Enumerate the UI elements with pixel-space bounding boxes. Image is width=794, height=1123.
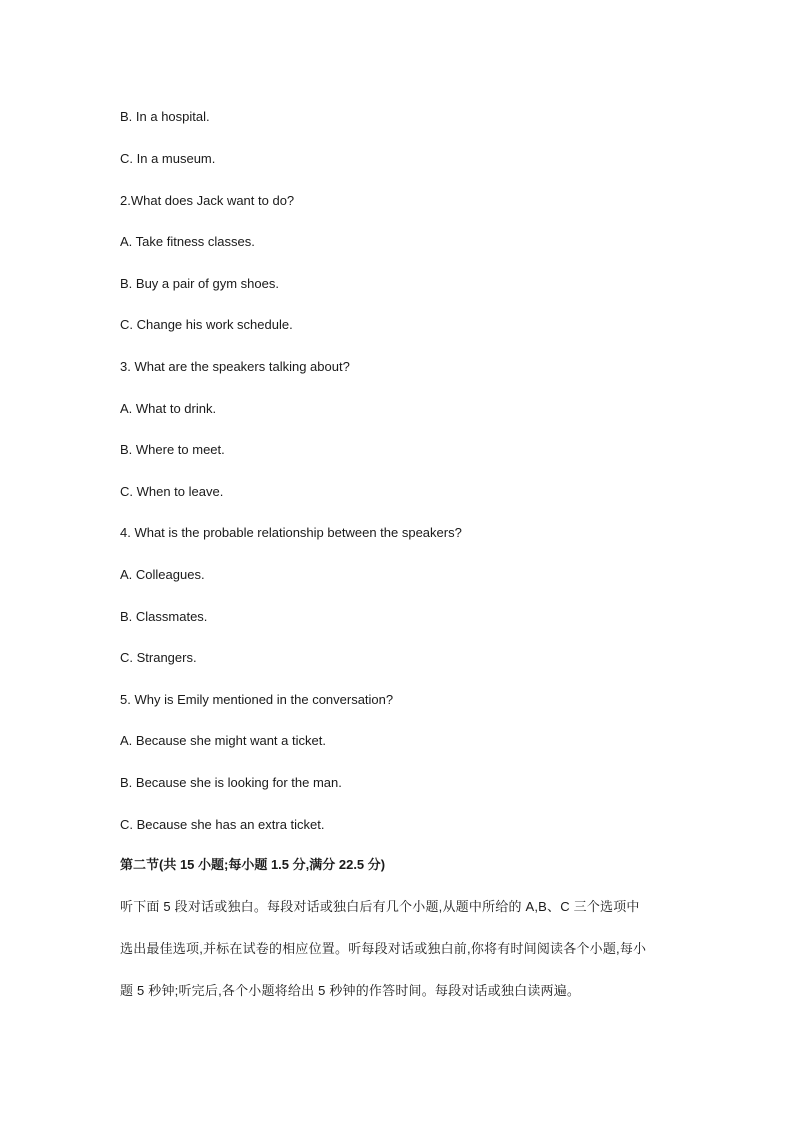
q4-option-b: B. Classmates. [120,609,208,624]
q5-stem: 5. Why is Emily mentioned in the conversation? [120,692,394,707]
q3-option-a: A. What to drink. [120,401,217,416]
q4-option-c: C. Strangers. [120,650,197,665]
q2-option-c: C. Change his work schedule. [120,317,293,332]
q5-option-a: A. Because she might want a ticket. [120,733,326,748]
q1-option-b: B. In a hospital. [120,109,210,124]
section2-instructions-line1: 听下面 5 段对话或独白。每段对话或独白后有几个小题,从题中所给的 A,B、C 三个选项中 [120,899,640,914]
section2-instructions-line3: 题 5 秒钟;听完后,各个小题将给出 5 秒钟的作答时间。每段对话或独白读两遍。 [120,983,581,998]
q4-option-a: A. Colleagues. [120,567,205,582]
q4-stem: 4. What is the probable relationship between the speakers? [120,525,462,540]
section2-heading: 第二节(共 15 小题;每小题 1.5 分,满分 22.5 分) [120,857,386,872]
q2-option-b: B. Buy a pair of gym shoes. [120,276,279,291]
q2-stem: 2.What does Jack want to do? [120,193,295,208]
q3-option-c: C. When to leave. [120,484,224,499]
section2-instructions-line2: 选出最佳选项,并标在试卷的相应位置。听每段对话或独白前,你将有时间阅读各个小题,每小 [120,941,647,956]
q3-stem: 3. What are the speakers talking about? [120,359,350,374]
q5-option-b: B. Because she is looking for the man. [120,775,342,790]
q3-option-b: B. Where to meet. [120,442,225,457]
q1-option-c: C. In a museum. [120,151,216,166]
q5-option-c: C. Because she has an extra ticket. [120,817,325,832]
q2-option-a: A. Take fitness classes. [120,234,255,249]
